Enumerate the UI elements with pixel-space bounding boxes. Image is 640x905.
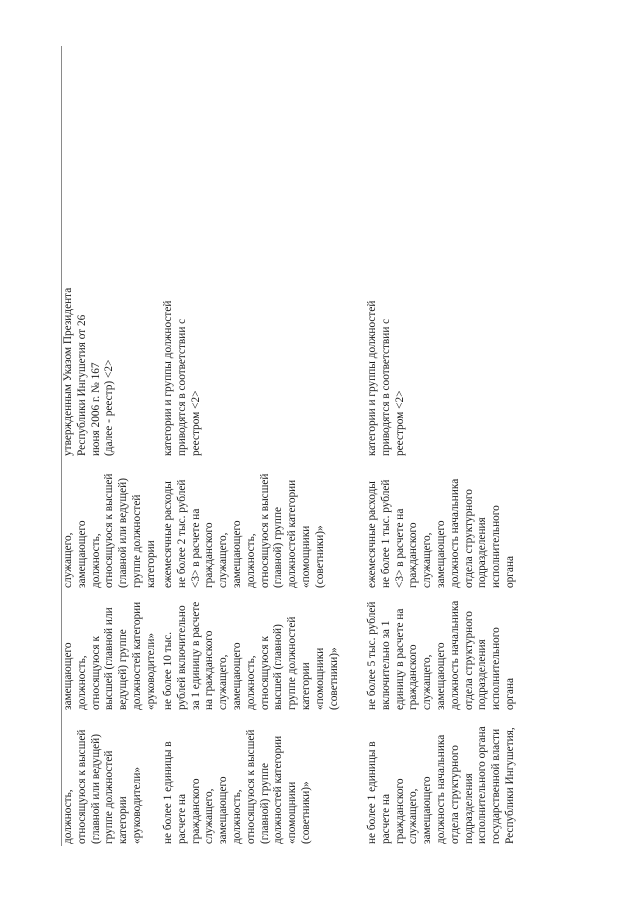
cell-text-line: должность,: [244, 655, 257, 710]
cell-text-line: «помощники: [299, 525, 312, 588]
table-row: [162, 46, 360, 846]
table-cell-category: [366, 268, 578, 456]
cell-text-line: (советники)»: [313, 525, 326, 588]
cell-text-line: (главной) группе: [272, 506, 285, 588]
cell-text-line: подразделения: [476, 639, 489, 710]
cell-text-line: должность начальника: [434, 734, 447, 844]
cell-text-line: (далее - реестр) <2>: [103, 359, 116, 456]
cell-text-line: относящуюся к высшей: [244, 729, 257, 844]
cell-text-line: отдела структурного: [462, 489, 475, 588]
cell-text-line: не более 1 тыс. рублей: [379, 479, 392, 588]
cell-text-line: категории: [299, 662, 312, 710]
table-cell-count: [62, 720, 158, 844]
cell-text-line: группе должностей: [103, 750, 116, 844]
cell-text-line: должность,: [244, 533, 257, 588]
rotated-table: [62, 46, 578, 846]
cell-text-line: категории: [117, 796, 130, 844]
cell-text-line: отдела структурного: [462, 611, 475, 710]
cell-text-line: реестром <2>: [189, 390, 202, 456]
cell-text-line: категории: [144, 540, 157, 588]
table-cell-count: [162, 720, 360, 844]
cell-text-line: высшей (главной): [272, 624, 285, 710]
cell-text-line: государственной власти: [490, 728, 503, 844]
cell-text-line: исполнительного: [490, 505, 503, 588]
cell-text-line: служащего,: [217, 532, 230, 588]
cell-text-line: не более 2 тыс. рублей: [175, 479, 188, 588]
cell-text-line: отдела структурного: [448, 745, 461, 844]
cell-text-line: рублей включительно: [175, 605, 188, 710]
cell-text-line: служащего,: [421, 654, 434, 710]
cell-text-line: должностей категории: [130, 601, 143, 710]
cell-text-line: замещающего: [230, 520, 243, 588]
cell-text-line: подразделения: [476, 517, 489, 588]
table-cell-category: [62, 268, 158, 456]
cell-text-line: замещающего: [434, 642, 447, 710]
cell-text-line: расчете на: [175, 794, 188, 844]
cell-text-line: подразделения: [462, 773, 475, 844]
cell-text-line: утвержденным Указом Президента: [62, 287, 74, 456]
cell-text-line: должность начальника: [448, 600, 461, 710]
cell-text-line: «руководители»: [144, 632, 157, 710]
cell-text-line: гражданского: [203, 522, 216, 588]
table-cell-price: [366, 597, 578, 710]
cell-text-line: (главной или ведущей): [89, 734, 102, 844]
cell-text-line: «помощники: [313, 647, 326, 710]
cell-text-line: Республики Ингушетия,: [503, 727, 516, 844]
cell-text-line: «помощники: [286, 781, 299, 844]
cell-text-line: замещающего: [230, 642, 243, 710]
cell-text-line: не более 5 тыс. рублей: [366, 601, 378, 710]
cell-text-line: не более 1 единицы в: [162, 741, 174, 844]
cell-text-line: группе должностей: [286, 616, 299, 710]
cell-text-line: относящуюся к: [258, 636, 271, 710]
cell-text-line: должность,: [89, 533, 102, 588]
cell-text-line: исполнительного: [490, 627, 503, 710]
cell-text-line: реестром <2>: [393, 390, 406, 456]
cell-text-line: должность,: [62, 789, 74, 844]
cell-text-line: гражданского: [407, 644, 420, 710]
table-cell-category: [162, 268, 360, 456]
cell-text-line: гражданского: [189, 778, 202, 844]
cell-text-line: «руководители»: [130, 766, 143, 844]
cell-text-line: июня 2006 г. № 167: [89, 362, 102, 456]
cell-text-line: <3> в расчете на: [189, 508, 202, 588]
table-cell-price: [162, 597, 360, 710]
cell-text-line: категории и группы должностей: [162, 300, 174, 456]
cell-text-line: относящуюся к высшей: [258, 473, 271, 588]
cell-text-line: высшей (главной или: [103, 607, 116, 710]
cell-text-line: гражданского: [407, 522, 420, 588]
cell-text-line: замещающего: [434, 520, 447, 588]
cell-text-line: (советники)»: [299, 781, 312, 844]
cell-text-line: исполнительного органа: [476, 726, 489, 844]
table-cell-count: [366, 720, 578, 844]
cell-text-line: не более 10 тыс.: [162, 631, 174, 710]
table-cell-expenses: [62, 470, 158, 588]
cell-text-line: замещающего: [217, 776, 230, 844]
cell-text-line: группе должностей: [130, 494, 143, 588]
cell-text-line: относящуюся к: [89, 636, 102, 710]
cell-text-line: должность,: [230, 789, 243, 844]
cell-text-line: относящуюся к высшей: [103, 473, 116, 588]
cell-text-line: служащего,: [203, 788, 216, 844]
cell-text-line: ежемесячные расходы: [162, 481, 174, 588]
cell-text-line: приводятся в соответствии с: [379, 318, 392, 456]
cell-text-line: служащего,: [407, 788, 420, 844]
cell-text-line: Республики Ингушетия от 26: [75, 314, 88, 456]
table-row: [366, 46, 578, 846]
cell-text-line: служащего,: [217, 654, 230, 710]
cell-text-line: ведущей) группе: [117, 629, 130, 710]
cell-text-line: приводятся в соответствии с: [175, 318, 188, 456]
table-cell-expenses: [366, 470, 578, 588]
cell-text-line: органа: [503, 555, 516, 588]
cell-text-line: относящуюся к высшей: [75, 729, 88, 844]
cell-text-line: гражданского: [393, 778, 406, 844]
cell-text-line: замещающего: [62, 642, 74, 710]
table-cell-price: [62, 597, 158, 710]
cell-text-line: единицу в расчете на: [393, 608, 406, 710]
cell-text-line: служащего,: [421, 532, 434, 588]
cell-text-line: должностей категории: [286, 479, 299, 588]
cell-text-line: за 1 единицу в расчете: [189, 601, 202, 710]
cell-text-line: служащего,: [62, 532, 74, 588]
cell-text-line: замещающего: [421, 776, 434, 844]
cell-text-line: ежемесячные расходы: [366, 481, 378, 588]
cell-text-line: замещающего: [75, 520, 88, 588]
cell-text-line: (советники)»: [327, 647, 340, 710]
cell-text-line: должность,: [75, 655, 88, 710]
cell-text-line: расчете на: [379, 794, 392, 844]
cell-text-line: должностей категории: [272, 735, 285, 844]
cell-text-line: включительно за 1: [379, 620, 392, 710]
cell-text-line: (главной) группе: [258, 762, 271, 844]
table-cell-expenses: [162, 470, 360, 588]
cell-text-line: <3> в расчете на: [393, 508, 406, 588]
cell-text-line: на гражданского: [203, 630, 216, 710]
table-row: [62, 46, 158, 846]
cell-text-line: не более 1 единицы в: [366, 741, 378, 844]
cell-text-line: (главной или ведущей): [117, 478, 130, 588]
cell-text-line: органа: [503, 677, 516, 710]
cell-text-line: должность начальника: [448, 478, 461, 588]
cell-text-line: категории и группы должностей: [366, 300, 378, 456]
